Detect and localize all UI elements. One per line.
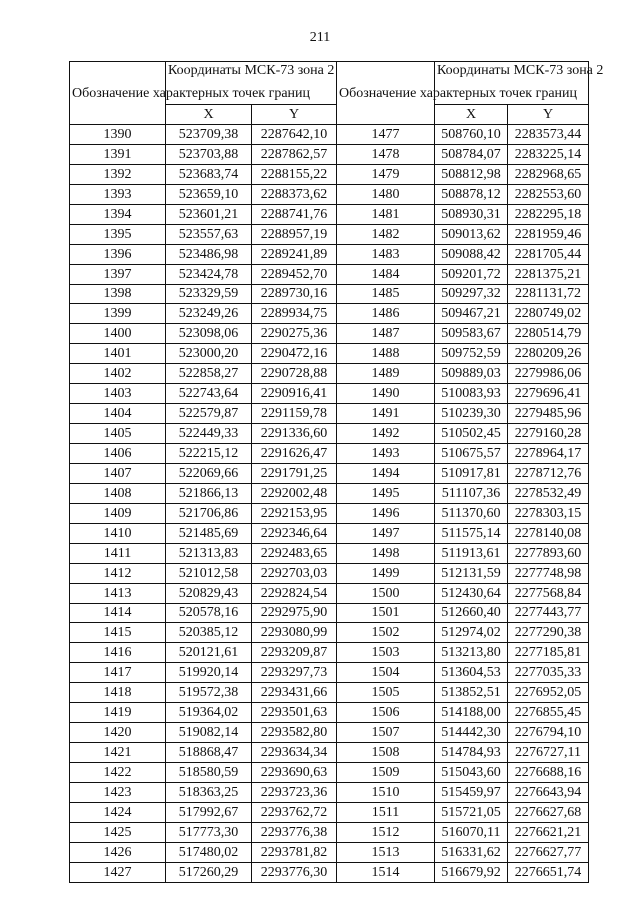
y-value-left: 2293723,36 [252,782,337,802]
x-value-right: 514188,00 [435,703,508,723]
point-id-right: 1502 [337,623,435,643]
table-row [70,463,589,483]
page-number: 211 [309,30,331,45]
point-id-right: 1478 [337,144,435,164]
table-row [70,344,589,364]
point-id-left: 1407 [70,463,166,483]
point-id-left: 1396 [70,244,166,264]
point-id-left: 1414 [70,603,166,623]
point-id-left: 1399 [70,304,166,324]
x-value-left: 522579,87 [166,404,252,424]
x-value-left: 517260,29 [166,862,252,882]
table-row [70,424,589,444]
x-value-left: 517992,67 [166,802,252,822]
designation-header-left: Обозначение характерных точек границ [70,62,166,125]
y-value-left: 2292703,03 [252,563,337,583]
x-value-left: 518580,59 [166,763,252,783]
point-id-right: 1479 [337,164,435,184]
coords-header-left: Координаты МСК-73 зона 2 [166,62,337,105]
table-row [70,483,589,503]
table-row [70,703,589,723]
point-id-right: 1495 [337,483,435,503]
y-value-right: 2278140,08 [508,523,589,543]
x-value-left: 523683,74 [166,164,252,184]
x-value-right: 514784,93 [435,743,508,763]
y-value-left: 2288155,22 [252,164,337,184]
point-id-left: 1422 [70,763,166,783]
y-value-left: 2293501,63 [252,703,337,723]
point-id-right: 1507 [337,723,435,743]
y-value-right: 2276627,68 [508,802,589,822]
point-id-left: 1398 [70,284,166,304]
x-value-left: 523329,59 [166,284,252,304]
x-value-right: 512430,64 [435,583,508,603]
x-value-right: 511575,14 [435,523,508,543]
y-value-left: 2291159,78 [252,404,337,424]
y-value-right: 2279485,96 [508,404,589,424]
y-header-left: Y [252,105,337,125]
x-value-left: 521866,13 [166,483,252,503]
x-value-right: 509889,03 [435,364,508,384]
point-id-right: 1506 [337,703,435,723]
table-row [70,324,589,344]
point-id-right: 1513 [337,842,435,862]
x-value-left: 523098,06 [166,324,252,344]
y-value-right: 2277035,33 [508,663,589,683]
point-id-right: 1509 [337,763,435,783]
y-value-right: 2277185,81 [508,643,589,663]
x-value-left: 519920,14 [166,663,252,683]
point-id-right: 1486 [337,304,435,324]
point-id-left: 1393 [70,184,166,204]
x-value-left: 522743,64 [166,384,252,404]
x-value-left: 523659,10 [166,184,252,204]
point-id-right: 1501 [337,603,435,623]
point-id-right: 1514 [337,862,435,882]
point-id-left: 1419 [70,703,166,723]
table-row [70,224,589,244]
point-id-left: 1427 [70,862,166,882]
table-row [70,822,589,842]
point-id-right: 1500 [337,583,435,603]
y-value-right: 2279986,06 [508,364,589,384]
x-value-left: 523424,78 [166,264,252,284]
x-value-right: 508930,31 [435,204,508,224]
point-id-right: 1484 [337,264,435,284]
point-id-left: 1424 [70,802,166,822]
point-id-right: 1499 [337,563,435,583]
y-value-right: 2276952,05 [508,683,589,703]
y-value-left: 2293431,66 [252,683,337,703]
table-row [70,623,589,643]
y-value-right: 2279696,41 [508,384,589,404]
table-row [70,842,589,862]
point-id-right: 1490 [337,384,435,404]
x-value-right: 510675,57 [435,444,508,464]
x-value-right: 511107,36 [435,483,508,503]
table-row [70,862,589,882]
x-value-left: 523703,88 [166,144,252,164]
point-id-left: 1400 [70,324,166,344]
x-value-left: 523557,63 [166,224,252,244]
y-value-left: 2293781,82 [252,842,337,862]
y-value-right: 2276627,77 [508,842,589,862]
table-row [70,663,589,683]
point-id-left: 1391 [70,144,166,164]
y-value-right: 2282553,60 [508,184,589,204]
x-value-right: 509088,42 [435,244,508,264]
x-value-right: 509752,59 [435,344,508,364]
y-value-right: 2281705,44 [508,244,589,264]
table-row [70,204,589,224]
x-value-left: 523486,98 [166,244,252,264]
table-row [70,503,589,523]
point-id-left: 1406 [70,444,166,464]
x-value-left: 517480,02 [166,842,252,862]
x-value-left: 519572,38 [166,683,252,703]
y-value-right: 2278532,49 [508,483,589,503]
y-value-left: 2293209,87 [252,643,337,663]
table-row [70,683,589,703]
x-value-right: 509013,62 [435,224,508,244]
table-row [70,164,589,184]
x-value-right: 516679,92 [435,862,508,882]
table-row [70,523,589,543]
y-value-right: 2282968,65 [508,164,589,184]
table-row [70,384,589,404]
y-value-left: 2289241,89 [252,244,337,264]
table-row [70,404,589,424]
point-id-left: 1412 [70,563,166,583]
point-id-left: 1402 [70,364,166,384]
point-id-right: 1497 [337,523,435,543]
y-value-right: 2278712,76 [508,463,589,483]
y-value-right: 2277893,60 [508,543,589,563]
point-id-right: 1488 [337,344,435,364]
point-id-right: 1510 [337,782,435,802]
y-value-left: 2293080,99 [252,623,337,643]
point-id-left: 1418 [70,683,166,703]
table-row [70,743,589,763]
table-row [70,723,589,743]
point-id-left: 1405 [70,424,166,444]
point-id-right: 1477 [337,125,435,145]
y-value-left: 2287862,57 [252,144,337,164]
y-value-right: 2278303,15 [508,503,589,523]
y-value-right: 2276651,74 [508,862,589,882]
x-value-right: 515043,60 [435,763,508,783]
point-id-right: 1483 [337,244,435,264]
x-value-right: 513852,51 [435,683,508,703]
y-value-left: 2293634,34 [252,743,337,763]
point-id-left: 1404 [70,404,166,424]
x-value-left: 521485,69 [166,523,252,543]
point-id-right: 1493 [337,444,435,464]
point-id-left: 1417 [70,663,166,683]
point-id-right: 1503 [337,643,435,663]
table-row [70,264,589,284]
y-value-left: 2292002,48 [252,483,337,503]
y-value-right: 2276794,10 [508,723,589,743]
x-value-left: 519082,14 [166,723,252,743]
y-value-left: 2292346,64 [252,523,337,543]
x-header-right: X [435,105,508,125]
point-id-right: 1494 [337,463,435,483]
x-value-left: 522215,12 [166,444,252,464]
x-value-right: 513213,80 [435,643,508,663]
x-value-right: 512660,40 [435,603,508,623]
y-value-right: 2278964,17 [508,444,589,464]
table-row [70,643,589,663]
x-value-right: 508784,07 [435,144,508,164]
y-value-right: 2276727,11 [508,743,589,763]
y-value-right: 2283225,14 [508,144,589,164]
y-value-left: 2290275,36 [252,324,337,344]
y-value-left: 2292483,65 [252,543,337,563]
x-value-right: 512974,02 [435,623,508,643]
x-value-right: 510502,45 [435,424,508,444]
y-value-left: 2292975,90 [252,603,337,623]
point-id-right: 1487 [337,324,435,344]
y-value-left: 2291336,60 [252,424,337,444]
point-id-left: 1416 [70,643,166,663]
x-value-right: 516070,11 [435,822,508,842]
table-header [70,62,604,125]
point-id-right: 1491 [337,404,435,424]
point-id-left: 1423 [70,782,166,802]
y-value-left: 2289730,16 [252,284,337,304]
y-value-right: 2279160,28 [508,424,589,444]
x-value-right: 515721,05 [435,802,508,822]
x-value-left: 518868,47 [166,743,252,763]
y-value-right: 2276621,21 [508,822,589,842]
point-id-left: 1413 [70,583,166,603]
x-value-left: 521706,86 [166,503,252,523]
point-id-left: 1415 [70,623,166,643]
table-row [70,603,589,623]
y-value-right: 2280749,02 [508,304,589,324]
table-row [70,125,589,145]
y-value-left: 2293776,30 [252,862,337,882]
y-value-left: 2290472,16 [252,344,337,364]
y-value-left: 2292153,95 [252,503,337,523]
y-value-right: 2277568,84 [508,583,589,603]
point-id-left: 1410 [70,523,166,543]
y-value-right: 2280514,79 [508,324,589,344]
y-value-left: 2288373,62 [252,184,337,204]
point-id-left: 1394 [70,204,166,224]
x-value-left: 523249,26 [166,304,252,324]
coords-header-right: Координаты МСК-73 зона 2 [435,62,589,105]
point-id-left: 1421 [70,743,166,763]
y-value-left: 2290728,88 [252,364,337,384]
x-value-right: 509467,21 [435,304,508,324]
table-row [70,802,589,822]
y-value-left: 2293297,73 [252,663,337,683]
x-value-right: 508878,12 [435,184,508,204]
table-row [70,184,589,204]
point-id-left: 1426 [70,842,166,862]
x-value-right: 510239,30 [435,404,508,424]
x-value-left: 520121,61 [166,643,252,663]
y-value-right: 2277748,98 [508,563,589,583]
table-row [70,304,589,324]
y-value-left: 2288957,19 [252,224,337,244]
x-value-left: 520385,12 [166,623,252,643]
x-value-right: 509201,72 [435,264,508,284]
point-id-left: 1397 [70,264,166,284]
y-value-left: 2289934,75 [252,304,337,324]
x-value-right: 512131,59 [435,563,508,583]
y-value-right: 2282295,18 [508,204,589,224]
point-id-right: 1512 [337,822,435,842]
x-value-left: 523000,20 [166,344,252,364]
x-value-left: 520578,16 [166,603,252,623]
table-row [70,364,589,384]
y-value-right: 2276643,94 [508,782,589,802]
y-value-left: 2290916,41 [252,384,337,404]
table-row [70,563,589,583]
y-value-right: 2276855,45 [508,703,589,723]
table-row [70,543,589,563]
designation-header-right: Обозначение характерных точек границ [337,62,435,125]
x-value-right: 511913,61 [435,543,508,563]
y-value-right: 2281959,46 [508,224,589,244]
table-row [70,244,589,264]
y-value-left: 2293762,72 [252,802,337,822]
y-value-left: 2291791,25 [252,463,337,483]
point-id-right: 1496 [337,503,435,523]
y-value-right: 2280209,26 [508,344,589,364]
x-value-right: 509297,32 [435,284,508,304]
table-body [70,125,589,883]
table-row [70,763,589,783]
point-id-left: 1425 [70,822,166,842]
y-value-right: 2283573,44 [508,125,589,145]
x-value-left: 522069,66 [166,463,252,483]
y-value-right: 2281131,72 [508,284,589,304]
x-value-right: 508812,98 [435,164,508,184]
point-id-left: 1409 [70,503,166,523]
point-id-right: 1485 [337,284,435,304]
table-row [70,583,589,603]
point-id-right: 1489 [337,364,435,384]
x-header-left: X [166,105,252,125]
point-id-left: 1420 [70,723,166,743]
y-value-left: 2293690,63 [252,763,337,783]
point-id-right: 1511 [337,802,435,822]
x-value-left: 522858,27 [166,364,252,384]
x-value-right: 510083,93 [435,384,508,404]
table-row [70,144,589,164]
point-id-left: 1390 [70,125,166,145]
point-id-left: 1403 [70,384,166,404]
x-value-left: 521012,58 [166,563,252,583]
x-value-left: 517773,30 [166,822,252,842]
point-id-left: 1395 [70,224,166,244]
x-value-left: 518363,25 [166,782,252,802]
x-value-left: 523601,21 [166,204,252,224]
point-id-left: 1392 [70,164,166,184]
x-value-right: 511370,60 [435,503,508,523]
x-value-right: 515459,97 [435,782,508,802]
point-id-right: 1498 [337,543,435,563]
y-value-left: 2289452,70 [252,264,337,284]
y-header-right: Y [508,105,589,125]
x-value-right: 513604,53 [435,663,508,683]
table-row [70,782,589,802]
x-value-right: 514442,30 [435,723,508,743]
x-value-right: 516331,62 [435,842,508,862]
point-id-right: 1481 [337,204,435,224]
point-id-left: 1411 [70,543,166,563]
point-id-left: 1401 [70,344,166,364]
y-value-right: 2277290,38 [508,623,589,643]
x-value-left: 520829,43 [166,583,252,603]
y-value-left: 2291626,47 [252,444,337,464]
y-value-left: 2292824,54 [252,583,337,603]
x-value-left: 523709,38 [166,125,252,145]
x-value-left: 519364,02 [166,703,252,723]
point-id-right: 1492 [337,424,435,444]
y-value-left: 2293582,80 [252,723,337,743]
table-row [70,284,589,304]
coordinates-table [69,61,604,883]
x-value-left: 521313,83 [166,543,252,563]
point-id-right: 1505 [337,683,435,703]
point-id-right: 1482 [337,224,435,244]
x-value-right: 508760,10 [435,125,508,145]
x-value-right: 509583,67 [435,324,508,344]
point-id-left: 1408 [70,483,166,503]
y-value-left: 2287642,10 [252,125,337,145]
y-value-right: 2276688,16 [508,763,589,783]
point-id-right: 1508 [337,743,435,763]
x-value-right: 510917,81 [435,463,508,483]
x-value-left: 522449,33 [166,424,252,444]
y-value-left: 2293776,38 [252,822,337,842]
y-value-right: 2281375,21 [508,264,589,284]
table-row [70,444,589,464]
point-id-right: 1504 [337,663,435,683]
point-id-right: 1480 [337,184,435,204]
y-value-left: 2288741,76 [252,204,337,224]
y-value-right: 2277443,77 [508,603,589,623]
